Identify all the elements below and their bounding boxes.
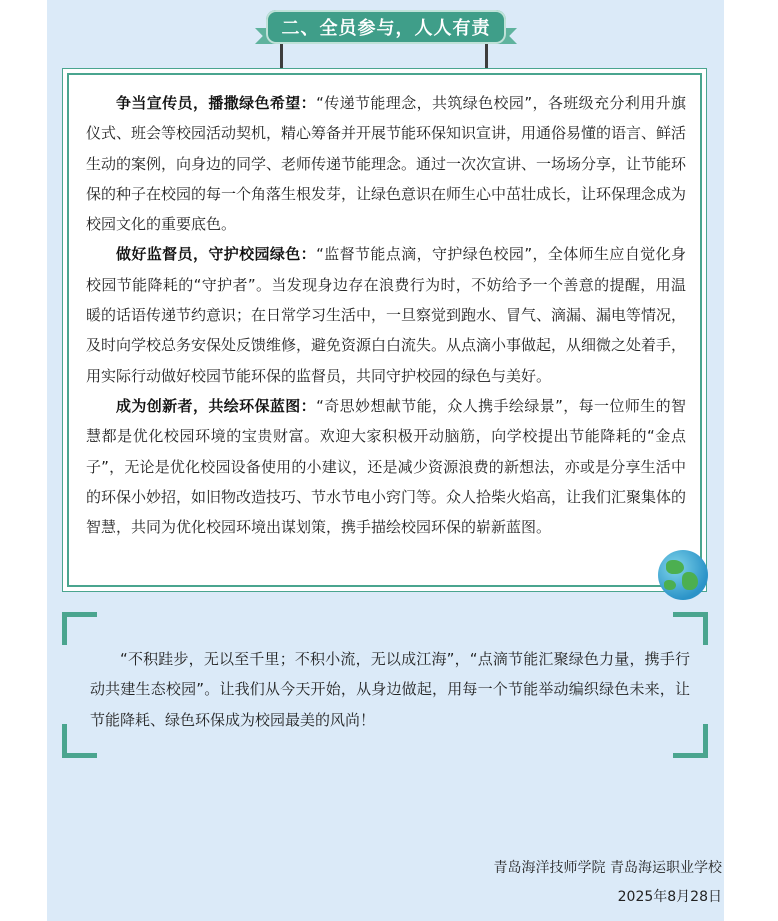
footer-schools: 青岛海洋技师学院 青岛海运职业学校 — [493, 860, 722, 876]
bracket-top-right-v — [703, 612, 708, 645]
paragraph-heading: 争当宣传员，播撒绿色希望： — [116, 94, 317, 112]
paragraph-supervision — [86, 239, 686, 390]
paragraph-publicity — [86, 88, 686, 239]
globe-icon — [658, 550, 708, 600]
page — [47, 0, 724, 921]
paragraph-body: “传递节能理念，共筑绿色校园”，各班级充分利用升旗仪式、班会等校园活动契机，精心筹备并开展节能环保知识宣讲，用通俗易懂的语言、鲜活生动的案例，向身边的同学、老师传递节能理念。通过一次次宣讲、一场场分享，让节能环保的种子在校园的每一个角落生根发芽，让绿色意识在师生心中茁壮成长，让环保理念成为校园文化的重要底色。 — [86, 94, 687, 234]
section-title: 二、全员参与，人人有责 — [266, 10, 506, 44]
paragraph-body: “监督节能点滴，守护绿色校园”，全体师生应自觉化身校园节能降耗的“守护者”。当发现身边存在浪费行为时，不妨给予一个善意的提醒，用温暖的话语传递节约意识；在日常学习生活中，一旦察觉到跑水、冒气、滴漏、漏电等情况，及时向学校总务安保处反馈维修，避免资源白白流失。从点滴小事做起，从细微之处着手，用实际行动做好校园节能环保的监督员，共同守护校园的绿色与美好。 — [86, 245, 687, 385]
content-text — [86, 88, 686, 542]
section-banner — [47, 0, 724, 70]
paragraph-body: “奇思妙想献节能，众人携手绘绿景”，每一位师生的智慧都是优化校园环境的宝贵财富。欢迎大家积极开动脑筋，向学校提出节能降耗的“金点子”，无论是优化校园设备使用的小建议，还是减少资源浪费的新想法，亦或是分享生活中的环保小妙招，如旧物改造技巧、节水节电小窍门等。众人拾柴火焰高，让我们汇聚集体的智慧，共同为优化校园环境出谋划策，携手描绘校园环保的崭新蓝图。 — [86, 396, 687, 537]
content-card — [62, 68, 707, 592]
footer-date: 2025年8月28日 — [617, 889, 722, 905]
bracket-bottom-left-h — [62, 753, 97, 758]
paragraph-heading: 做好监督员，守护校园绿色： — [116, 245, 317, 264]
closing-quote: “不积跬步，无以至千里；不积小流，无以成江海”，“点滴节能汇聚绿色力量，携手行动共建生态校园”。让我们从今天开始，从身边做起，用每一个节能举动编织绿色未来，让节能降耗、绿色环保成为校园最美的风尚！ — [90, 650, 690, 729]
paragraph-innovation — [86, 391, 686, 542]
paragraph-heading: 成为创新者，共绘环保蓝图： — [116, 396, 317, 415]
bracket-top-left-v — [62, 612, 67, 645]
bracket-bottom-right-h — [673, 753, 708, 758]
bracket-top-left-h — [62, 612, 97, 617]
